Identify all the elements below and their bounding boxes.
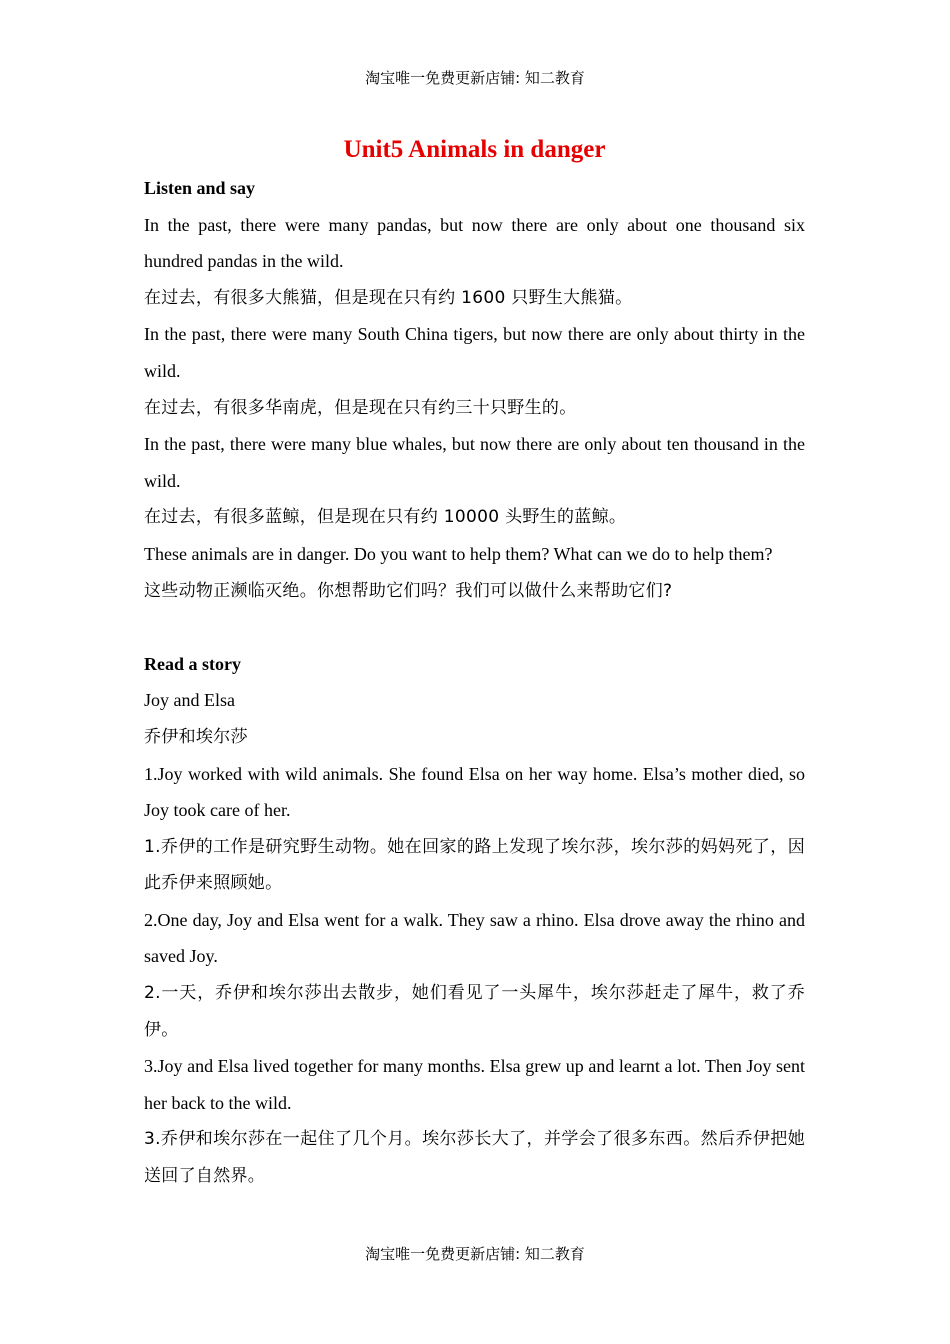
paragraph-en: 1.Joy worked with wild animals. She found Elsa on her way home. Elsa’s mother died, so Joy took care of her.	[144, 763, 805, 821]
section-heading-read-a-story: Read a story	[144, 653, 241, 674]
paragraph-cn: 2.一天，乔伊和埃尔莎出去散步，她们看见了一头犀牛，埃尔莎赶走了犀牛，救了乔伊。	[144, 983, 805, 1040]
paragraph-en: 2.One day, Joy and Elsa went for a walk. They saw a rhino. Elsa drove away the rhino and saved Joy.	[144, 909, 805, 967]
page-footer: 淘宝唯一免费更新店铺: 知二教育	[365, 1245, 585, 1263]
page-header: 淘宝唯一免费更新店铺: 知二教育	[365, 69, 585, 87]
paragraph-en: 3.Joy and Elsa lived together for many months. Elsa grew up and learnt a lot. Then Joy sent her back to the wild.	[144, 1056, 805, 1113]
document-title: Unit5 Animals in danger	[343, 136, 606, 163]
section-spacer	[144, 609, 805, 646]
story-title-en: Joy and Elsa	[144, 690, 235, 711]
paragraph-cn: 在过去，有很多蓝鲸，但是现在只有约 10000 头野生的蓝鲸。	[144, 507, 627, 528]
document-body	[144, 132, 805, 1195]
paragraph-cn: 在过去，有很多华南虎，但是现在只有约三十只野生的。	[144, 397, 577, 418]
paragraph-en: In the past, there were many blue whales, but now there are only about ten thousand in the wild.	[144, 434, 805, 491]
paragraph-en: In the past, there were many pandas, but now there are only about one thousand six hundred pandas in the wild.	[144, 214, 805, 272]
section-heading-listen-and-say: Listen and say	[144, 178, 256, 198]
paragraph-cn: 在过去，有很多大熊猫，但是现在只有约 1600 只野生大熊猫。	[144, 287, 633, 308]
paragraph-en: In the past, there were many South China tigers, but now there are only about thirty in the wild.	[144, 324, 805, 381]
paragraph-cn: 3.乔伊和埃尔莎在一起住了几个月。埃尔莎长大了，并学会了很多东西。然后乔伊把她送回了自然界。	[144, 1129, 805, 1187]
paragraph-cn: 这些动物正濒临灭绝。你想帮助它们吗？我们可以做什么来帮助它们?	[144, 580, 673, 601]
paragraph-cn: 1.乔伊的工作是研究野生动物。她在回家的路上发现了埃尔莎，埃尔莎的妈妈死了，因此乔伊来照顾她。	[144, 836, 805, 894]
paragraph-en: These animals are in danger. Do you want to help them? What can we do to help them?	[144, 543, 773, 564]
story-title-cn: 乔伊和埃尔莎	[144, 726, 248, 747]
